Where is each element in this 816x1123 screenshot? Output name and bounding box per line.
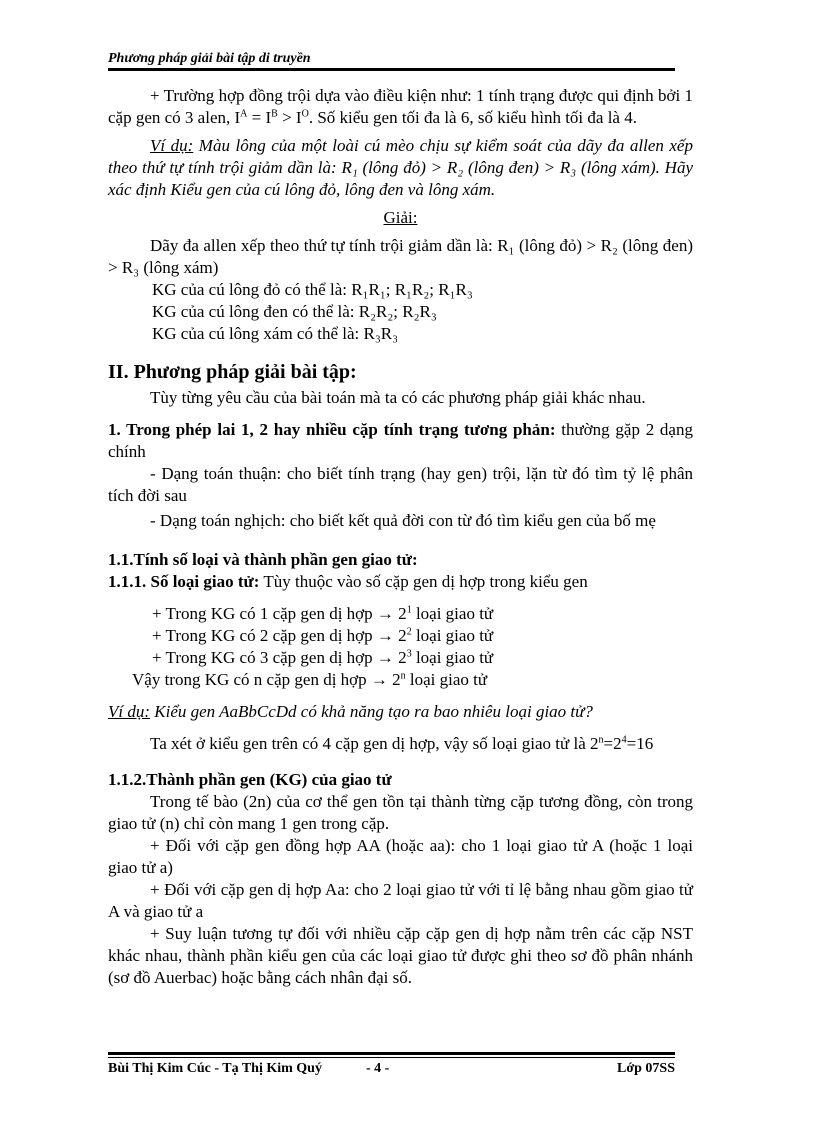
paragraph-diploid-haploid: Trong tế bào (2n) của cơ thể gen tồn tại thành từng cặp tương đồng, còn trong giao tử (n) chỉ còn mang 1 gen trong cặp.: [108, 792, 693, 833]
gamete-rule-1: + Trong KG có 1 cặp gen dị hợp → $2^1$ loại giao tử: [152, 604, 494, 623]
footer-rule-thin: [108, 1057, 675, 1058]
solution-heading: Giải:: [383, 208, 418, 227]
paragraph-homozygous: + Đối với cặp gen đồng hợp AA (hoặc aa): cho 1 loại giao tử A (hoặc 1 loại giao tử a): [108, 836, 693, 877]
solution-line-4: KG của cú lông xám có thể là: R₃R₃: [152, 324, 399, 343]
example-2: Ví dụ: Kiểu gen AaBbCcDd có khả năng tạo ra bao nhiêu loại giao tử?: [108, 702, 593, 721]
section-heading-ii: II. Phương pháp giải bài tập:: [108, 361, 357, 383]
paragraph-intro: Tùy từng yêu cầu của bài toán mà ta có các phương pháp giải khác nhau.: [150, 388, 646, 407]
footer-rule-thick: [108, 1052, 675, 1055]
paragraph-cross-types: 1. Trong phép lai 1, 2 hay nhiều cặp tính trạng tương phản: thường gặp 2 dạng chính: [108, 420, 693, 461]
page-content: [108, 85, 693, 989]
solution-line-2: KG của cú lông đỏ có thể là: R₁R₁; R₁R₂; R₁R₃: [152, 280, 473, 299]
footer-page-number: - 4 -: [366, 1061, 390, 1076]
running-footer: [108, 1060, 675, 1080]
subsection-heading-1-1: 1.1.Tính số loại và thành phần gen giao tử:: [108, 550, 418, 569]
gamete-rule-3: + Trong KG có 3 cặp gen dị hợp → $2^3$ loại giao tử: [152, 648, 494, 667]
solution-line-1: Dãy đa allen xếp theo thứ tự tính trội giảm dần là: R₁ (lông đỏ) > R₂ (lông đen) > R₃ (lông xám): [108, 236, 693, 277]
paragraph-codominance: + Trường hợp đồng trội dựa vào điều kiện như: 1 tính trạng được qui định bởi 1 cặp gen có 3 alen, $I^A = I^B > I^O$. Số kiểu gen tối đa là 6, số kiểu hình tối đa là 4.: [108, 86, 693, 127]
subsection-heading-1-1-2: 1.1.2.Thành phần gen (KG) của giao tử: [108, 770, 392, 789]
gamete-rule-n: Vậy trong KG có n cặp gen dị hợp → $2^n$ loại giao tử: [132, 670, 488, 689]
header-rule: [108, 68, 675, 71]
gamete-rule-2: + Trong KG có 2 cặp gen dị hợp → $2^2$ loại giao tử: [152, 626, 494, 645]
paragraph-reverse-problem: - Dạng toán nghịch: cho biết kết quả đời con từ đó tìm kiểu gen của bố mẹ: [150, 511, 656, 530]
paragraph-heterozygous: + Đối với cặp gen dị hợp Aa: cho 2 loại giao tử với tỉ lệ bằng nhau gồm giao tử A và giao tử a: [108, 880, 693, 921]
paragraph-forward-problem: - Dạng toán thuận: cho biết tính trạng (hay gen) trội, lặn từ đó tìm tỷ lệ phân tích đời sau: [108, 464, 693, 505]
footer-authors: Bùi Thị Kim Cúc - Tạ Thị Kim Quý: [108, 1061, 322, 1076]
running-header: Phương pháp giải bài tập di truyền: [108, 51, 311, 66]
footer-class: Lớp 07SS: [617, 1061, 675, 1076]
paragraph-multiple-pairs: + Suy luận tương tự đối với nhiều cặp cặp gen dị hợp nằm trên các cặp NST khác nhau, thành phần kiểu gen của các loại giao tử được ghi theo sơ đồ phân nhánh (sơ đồ Auerbac) hoặc bằng cách nhân đại số.: [108, 924, 693, 987]
subsection-heading-1-1-1: 1.1.1. Số loại giao tử: Tùy thuộc vào số cặp gen dị hợp trong kiểu gen: [108, 572, 588, 591]
solution-line-3: KG của cú lông đen có thể là: R₂R₂; R₂R₃: [152, 302, 437, 321]
example-2-answer: Ta xét ở kiểu gen trên có 4 cặp gen dị hợp, vậy số loại giao tử là $2^n=2^4=16$: [150, 734, 654, 753]
example-1: Ví dụ: Màu lông của một loài cú mèo chịu sự kiểm soát của dãy đa allen xếp theo thứ tự tính trội giảm dần là: R₁ (lông đỏ) > R₂ (lông đen) > R₃ (lông xám). Hãy xác định Kiểu gen của cú lông đỏ, lông đen và lông xám.: [108, 136, 693, 199]
